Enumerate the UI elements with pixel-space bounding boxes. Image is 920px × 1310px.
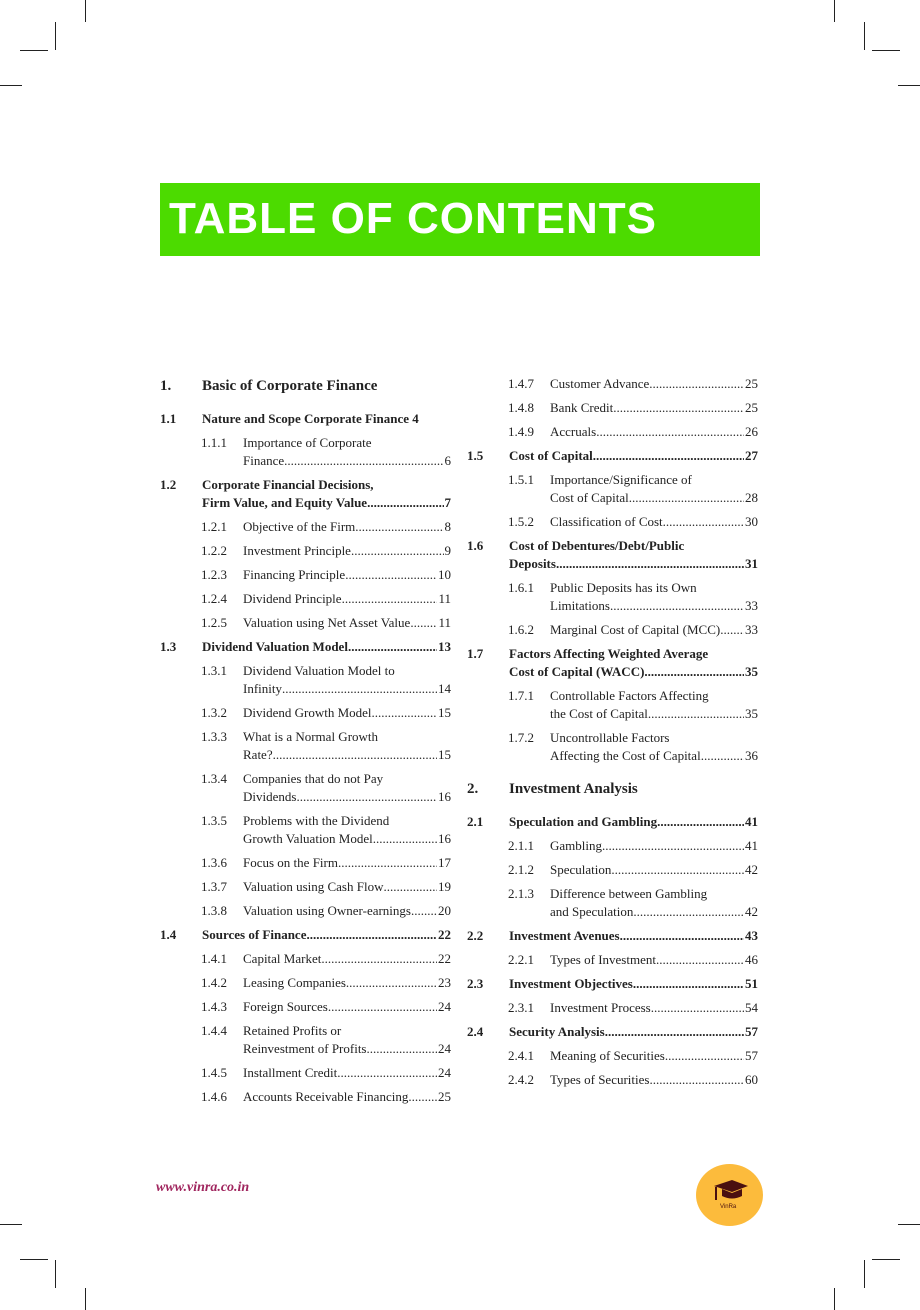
toc-number: 1.3: [160, 639, 177, 654]
toc-title: Capital Market: [243, 951, 322, 966]
toc-number: 1.5.1: [508, 472, 534, 487]
toc-number: 1.2.1: [201, 519, 227, 534]
toc-section[interactable]: [467, 447, 758, 465]
toc-title: Investment Process: [550, 1000, 651, 1015]
dot-leader: [273, 746, 437, 764]
toc-page-number: 17: [438, 855, 451, 870]
toc-title: Cost of Capital: [509, 448, 593, 463]
toc-page-number: 25: [745, 376, 758, 391]
toc-chapter[interactable]: [467, 780, 758, 798]
dot-leader: [648, 705, 744, 723]
toc-subsection[interactable]: [160, 518, 451, 536]
dot-leader: [644, 663, 744, 681]
toc-number: 1.6.1: [508, 580, 534, 595]
dot-leader: [408, 1088, 437, 1106]
dot-leader: [556, 555, 744, 573]
dot-leader: [342, 590, 438, 608]
dot-leader: [337, 1064, 437, 1082]
toc-number: 1.4.6: [201, 1089, 227, 1104]
logo-text: VinRa: [720, 1204, 737, 1210]
toc-subsection[interactable]: [160, 1064, 451, 1082]
toc-page-number: 25: [438, 1089, 451, 1104]
toc-number: 1.3.5: [201, 813, 227, 828]
toc-page-number: 24: [438, 1041, 451, 1056]
toc-number: 1.3.3: [201, 729, 227, 744]
dot-leader: [282, 680, 437, 698]
toc-page-number: 24: [438, 1065, 451, 1080]
dot-leader: [328, 998, 437, 1016]
graduation-cap-icon: [710, 1178, 750, 1204]
toc-title: Finance: [243, 453, 285, 468]
toc-page-number: 43: [745, 928, 758, 943]
toc-title: and Speculation: [550, 904, 634, 919]
toc-page-number: 57: [745, 1048, 758, 1063]
toc-title: Gambling: [550, 838, 602, 853]
toc-title: Retained Profits or: [243, 1023, 342, 1038]
toc-page-number: 16: [438, 831, 451, 846]
dot-leader: [610, 597, 744, 615]
toc-title: Nature and Scope Corporate Finance 4: [202, 411, 419, 426]
toc-page-number: 31: [745, 556, 758, 571]
dot-leader: [602, 837, 744, 855]
toc-title: What is a Normal Growth: [243, 729, 379, 744]
toc-number: 1.6.2: [508, 622, 534, 637]
dot-leader: [656, 951, 744, 969]
toc-column-left: [160, 377, 451, 1112]
toc-title: Difference between Gambling: [550, 886, 708, 901]
toc-number: 1.4.1: [201, 951, 227, 966]
toc-title: Accounts Receivable Financing: [243, 1089, 409, 1104]
toc-subsection[interactable]: [160, 434, 451, 470]
toc-number: 1.2: [160, 477, 177, 492]
dot-leader: [346, 974, 437, 992]
toc-title: Problems with the Dividend: [243, 813, 390, 828]
toc-subsection[interactable]: [467, 687, 758, 723]
toc-number: 1.1.1: [201, 435, 227, 450]
toc-title: Investment Objectives: [509, 976, 633, 991]
toc-title: Foreign Sources: [243, 999, 328, 1014]
dot-leader: [651, 999, 744, 1017]
dot-leader: [367, 494, 443, 512]
toc-title: Importance of Corporate: [243, 435, 372, 450]
toc-title: Installment Credit: [243, 1065, 338, 1080]
toc-subsection[interactable]: [160, 854, 451, 872]
dot-leader: [633, 975, 744, 993]
toc-title: Focus on the Firm: [243, 855, 338, 870]
toc-section[interactable]: [160, 410, 451, 428]
toc-title: Importance/Significance of: [550, 472, 692, 487]
toc-number: 1.2.3: [201, 567, 227, 582]
dot-leader: [593, 447, 744, 465]
dot-leader: [296, 788, 437, 806]
toc-page-number: 46: [745, 952, 758, 967]
toc-page-number: 51: [745, 976, 758, 991]
toc-title: the Cost of Capital: [550, 706, 648, 721]
toc-page-number: 10: [438, 567, 451, 582]
toc-page-number: 42: [745, 862, 758, 877]
toc-number: 1.5: [467, 448, 484, 463]
dot-leader: [306, 926, 437, 944]
toc-page-number: 27: [745, 448, 758, 463]
dot-leader: [649, 1071, 744, 1089]
toc-subsection[interactable]: [467, 885, 758, 921]
toc-number: 1.4.2: [201, 975, 227, 990]
page-title: TABLE OF CONTENTS: [169, 194, 657, 243]
toc-title: Cost of Debentures/Debt/Public: [509, 538, 685, 553]
toc-number: 1.3.6: [201, 855, 227, 870]
dot-leader: [367, 1040, 438, 1058]
toc-number: 1.4.5: [201, 1065, 227, 1080]
toc-subsection[interactable]: [160, 812, 451, 848]
vinra-logo: [696, 1164, 763, 1226]
toc-title: Financing Principle: [243, 567, 346, 582]
toc-section[interactable]: [467, 645, 758, 681]
toc-section[interactable]: [160, 476, 451, 512]
toc-title: Affecting the Cost of Capital: [550, 748, 701, 763]
toc-title: Factors Affecting Weighted Average: [509, 646, 709, 661]
toc-title: Leasing Companies: [243, 975, 346, 990]
toc-subsection[interactable]: [160, 902, 451, 920]
dot-leader: [321, 950, 437, 968]
toc-page-number: 33: [745, 622, 758, 637]
dot-leader: [633, 903, 744, 921]
toc-page-number: 36: [745, 748, 758, 763]
toc-section[interactable]: [467, 537, 758, 573]
toc-page-number: 20: [438, 903, 451, 918]
toc-title: Investment Avenues: [509, 928, 620, 943]
toc-subsection[interactable]: [160, 1022, 451, 1058]
toc-title: Security Analysis: [509, 1024, 605, 1039]
website-link[interactable]: www.vinra.co.in: [156, 1180, 250, 1195]
toc-section[interactable]: [467, 927, 758, 945]
toc-page-number: 7: [444, 495, 451, 510]
dot-leader: [345, 566, 437, 584]
toc-subsection[interactable]: [467, 1071, 758, 1089]
dot-leader: [373, 830, 437, 848]
toc-title: Types of Investment: [550, 952, 656, 967]
dot-leader: [665, 1047, 744, 1065]
toc-page-number: 28: [745, 490, 758, 505]
toc-page-number: 25: [745, 400, 758, 415]
toc-subsection[interactable]: [467, 999, 758, 1017]
toc-title: Cost of Capital (WACC): [509, 664, 645, 679]
dot-leader: [410, 614, 437, 632]
dot-leader: [383, 878, 437, 896]
toc-title: Customer Advance: [550, 376, 650, 391]
toc-title: Types of Securities: [550, 1072, 650, 1087]
toc-title: Investment Analysis: [509, 781, 638, 797]
toc-chapter[interactable]: [160, 377, 451, 395]
toc-page-number: 22: [438, 927, 451, 942]
toc-subsection[interactable]: [160, 770, 451, 806]
toc-number: 2.3.1: [508, 1000, 534, 1015]
toc-page-number: 19: [438, 879, 451, 894]
toc-page-number: 42: [745, 904, 758, 919]
toc-page-number: 8: [444, 519, 451, 534]
toc-column-right: [467, 375, 758, 1095]
toc-subsection[interactable]: [467, 729, 758, 765]
toc-title: Objective of the Firm: [243, 519, 356, 534]
toc-section[interactable]: [160, 638, 451, 656]
toc-number: 1.2.4: [201, 591, 227, 606]
toc-page-number: 35: [745, 664, 758, 679]
toc-number: 2.2: [467, 928, 484, 943]
toc-subsection[interactable]: [160, 998, 451, 1016]
toc-title: Infinity: [243, 681, 282, 696]
toc-section[interactable]: [467, 975, 758, 993]
toc-subsection[interactable]: [160, 614, 451, 632]
toc-title: Valuation using Net Asset Value: [243, 615, 411, 630]
toc-title: Investment Principle: [243, 543, 351, 558]
toc-page-number: 16: [438, 789, 451, 804]
dot-leader: [620, 927, 744, 945]
toc-number: 1.5.2: [508, 514, 534, 529]
dot-leader: [284, 452, 443, 470]
dot-leader: [596, 423, 744, 441]
toc-subsection[interactable]: [160, 950, 451, 968]
toc-number: 1.4.3: [201, 999, 227, 1014]
toc-title: Limitations: [550, 598, 610, 613]
toc-number: 2.4.2: [508, 1072, 534, 1087]
toc-number: 2.1.3: [508, 886, 534, 901]
toc-title: Dividends: [243, 789, 297, 804]
toc-number: 2.1.1: [508, 838, 534, 853]
toc-number: 1.4.4: [201, 1023, 227, 1038]
toc-page-number: 41: [745, 814, 758, 829]
dot-leader: [338, 854, 437, 872]
toc-title: Valuation using Owner-earnings: [243, 903, 411, 918]
toc-title: Dividend Principle: [243, 591, 342, 606]
toc-page-number: 26: [745, 424, 758, 439]
toc-number: 1.3.7: [201, 879, 227, 894]
toc-title: Dividend Valuation Model: [202, 639, 348, 654]
toc-page-number: 14: [438, 681, 451, 696]
toc-subsection[interactable]: [160, 542, 451, 560]
toc-page-number: 9: [444, 543, 451, 558]
toc-number: 2.2.1: [508, 952, 534, 967]
toc-subsection[interactable]: [160, 704, 451, 722]
toc-page-number: 13: [438, 639, 451, 654]
dot-leader: [411, 902, 437, 920]
toc-number: 2.4.1: [508, 1048, 534, 1063]
toc-subsection[interactable]: [467, 423, 758, 441]
toc-page-number: 11: [438, 615, 451, 630]
toc-section[interactable]: [160, 926, 451, 944]
toc-title: Speculation: [550, 862, 612, 877]
toc-number: 2.4: [467, 1024, 484, 1039]
dot-leader: [701, 747, 744, 765]
toc-subsection[interactable]: [160, 590, 451, 608]
toc-subsection[interactable]: [467, 621, 758, 639]
toc-title: Controllable Factors Affecting: [550, 688, 709, 703]
toc-subsection[interactable]: [467, 1047, 758, 1065]
toc-number: 1.3.8: [201, 903, 227, 918]
toc-page-number: 57: [745, 1024, 758, 1039]
toc-page-number: 30: [745, 514, 758, 529]
toc-page-number: 11: [438, 591, 451, 606]
toc-page-number: 23: [438, 975, 451, 990]
toc-subsection[interactable]: [160, 728, 451, 764]
dot-leader: [649, 375, 744, 393]
toc-subsection[interactable]: [160, 878, 451, 896]
toc-subsection[interactable]: [467, 837, 758, 855]
toc-subsection[interactable]: [467, 861, 758, 879]
dot-leader: [663, 513, 744, 531]
toc-number: 1.: [160, 378, 172, 394]
toc-page-number: 35: [745, 706, 758, 721]
toc-page-number: 41: [745, 838, 758, 853]
dot-leader: [720, 621, 744, 639]
toc-number: 1.7.1: [508, 688, 534, 703]
title-banner: [160, 183, 760, 256]
toc-subsection[interactable]: [160, 566, 451, 584]
toc-title: Cost of Capital: [550, 490, 629, 505]
toc-subsection[interactable]: [467, 951, 758, 969]
toc-page-number: 15: [438, 705, 451, 720]
toc-number: 2.1: [467, 814, 484, 829]
toc-title: Public Deposits has its Own: [550, 580, 697, 595]
toc-title: Sources of Finance: [202, 927, 307, 942]
dot-leader: [348, 638, 437, 656]
toc-title: Corporate Financial Decisions,: [202, 477, 374, 492]
toc-title: Valuation using Cash Flow: [243, 879, 384, 894]
dot-leader: [372, 704, 437, 722]
toc-title: Rate?: [243, 747, 273, 762]
toc-number: 1.4: [160, 927, 177, 942]
dot-leader: [629, 489, 744, 507]
toc-title: Speculation and Gambling: [509, 814, 658, 829]
toc-number: 1.1: [160, 411, 177, 426]
toc-title: Meaning of Securities: [550, 1048, 665, 1063]
toc-title: Basic of Corporate Finance: [202, 378, 378, 394]
toc-number: 2.: [467, 781, 479, 797]
toc-title: Classification of Cost: [550, 514, 663, 529]
toc-number: 1.6: [467, 538, 484, 553]
dot-leader: [611, 861, 744, 879]
toc-page-number: 22: [438, 951, 451, 966]
toc-title: Dividend Valuation Model to: [243, 663, 395, 678]
toc-title: Bank Credit: [550, 400, 614, 415]
toc-number: 2.1.2: [508, 862, 534, 877]
toc-page-number: 54: [745, 1000, 758, 1015]
toc-number: 2.3: [467, 976, 484, 991]
toc-number: 1.3.1: [201, 663, 227, 678]
toc-section[interactable]: [467, 813, 758, 831]
toc-page-number: 60: [745, 1072, 758, 1087]
toc-page-number: 15: [438, 747, 451, 762]
toc-page-number: 33: [745, 598, 758, 613]
toc-number: 1.7.2: [508, 730, 534, 745]
toc-title: Firm Value, and Equity Value: [202, 495, 368, 510]
toc-number: 1.4.7: [508, 376, 534, 391]
toc-number: 1.2.5: [201, 615, 227, 630]
dot-leader: [657, 813, 744, 831]
toc-subsection[interactable]: [467, 471, 758, 507]
toc-subsection[interactable]: [160, 974, 451, 992]
toc-title: Deposits: [509, 556, 556, 571]
toc-number: 1.7: [467, 646, 484, 661]
toc-page-number: 6: [444, 453, 451, 468]
toc-number: 1.3.4: [201, 771, 227, 786]
toc-page-number: 24: [438, 999, 451, 1014]
toc-subsection[interactable]: [467, 579, 758, 615]
toc-number: 1.2.2: [201, 543, 227, 558]
toc-subsection[interactable]: [160, 1088, 451, 1106]
toc-title: Growth Valuation Model: [243, 831, 373, 846]
toc-number: 1.4.9: [508, 424, 534, 439]
toc-subsection[interactable]: [467, 375, 758, 393]
toc-title: Reinvestment of Profits: [243, 1041, 367, 1056]
toc-title: Marginal Cost of Capital (MCC): [550, 622, 721, 637]
dot-leader: [351, 542, 444, 560]
toc-title: Dividend Growth Model: [243, 705, 372, 720]
toc-title: Accruals: [550, 424, 597, 439]
dot-leader: [613, 399, 744, 417]
dot-leader: [355, 518, 443, 536]
toc-number: 1.3.2: [201, 705, 227, 720]
toc-section[interactable]: [467, 1023, 758, 1041]
toc-number: 1.4.8: [508, 400, 534, 415]
toc-subsection[interactable]: [467, 513, 758, 531]
toc-subsection[interactable]: [467, 399, 758, 417]
toc-title: Uncontrollable Factors: [550, 730, 670, 745]
dot-leader: [605, 1023, 744, 1041]
toc-title: Companies that do not Pay: [243, 771, 384, 786]
toc-subsection[interactable]: [160, 662, 451, 698]
